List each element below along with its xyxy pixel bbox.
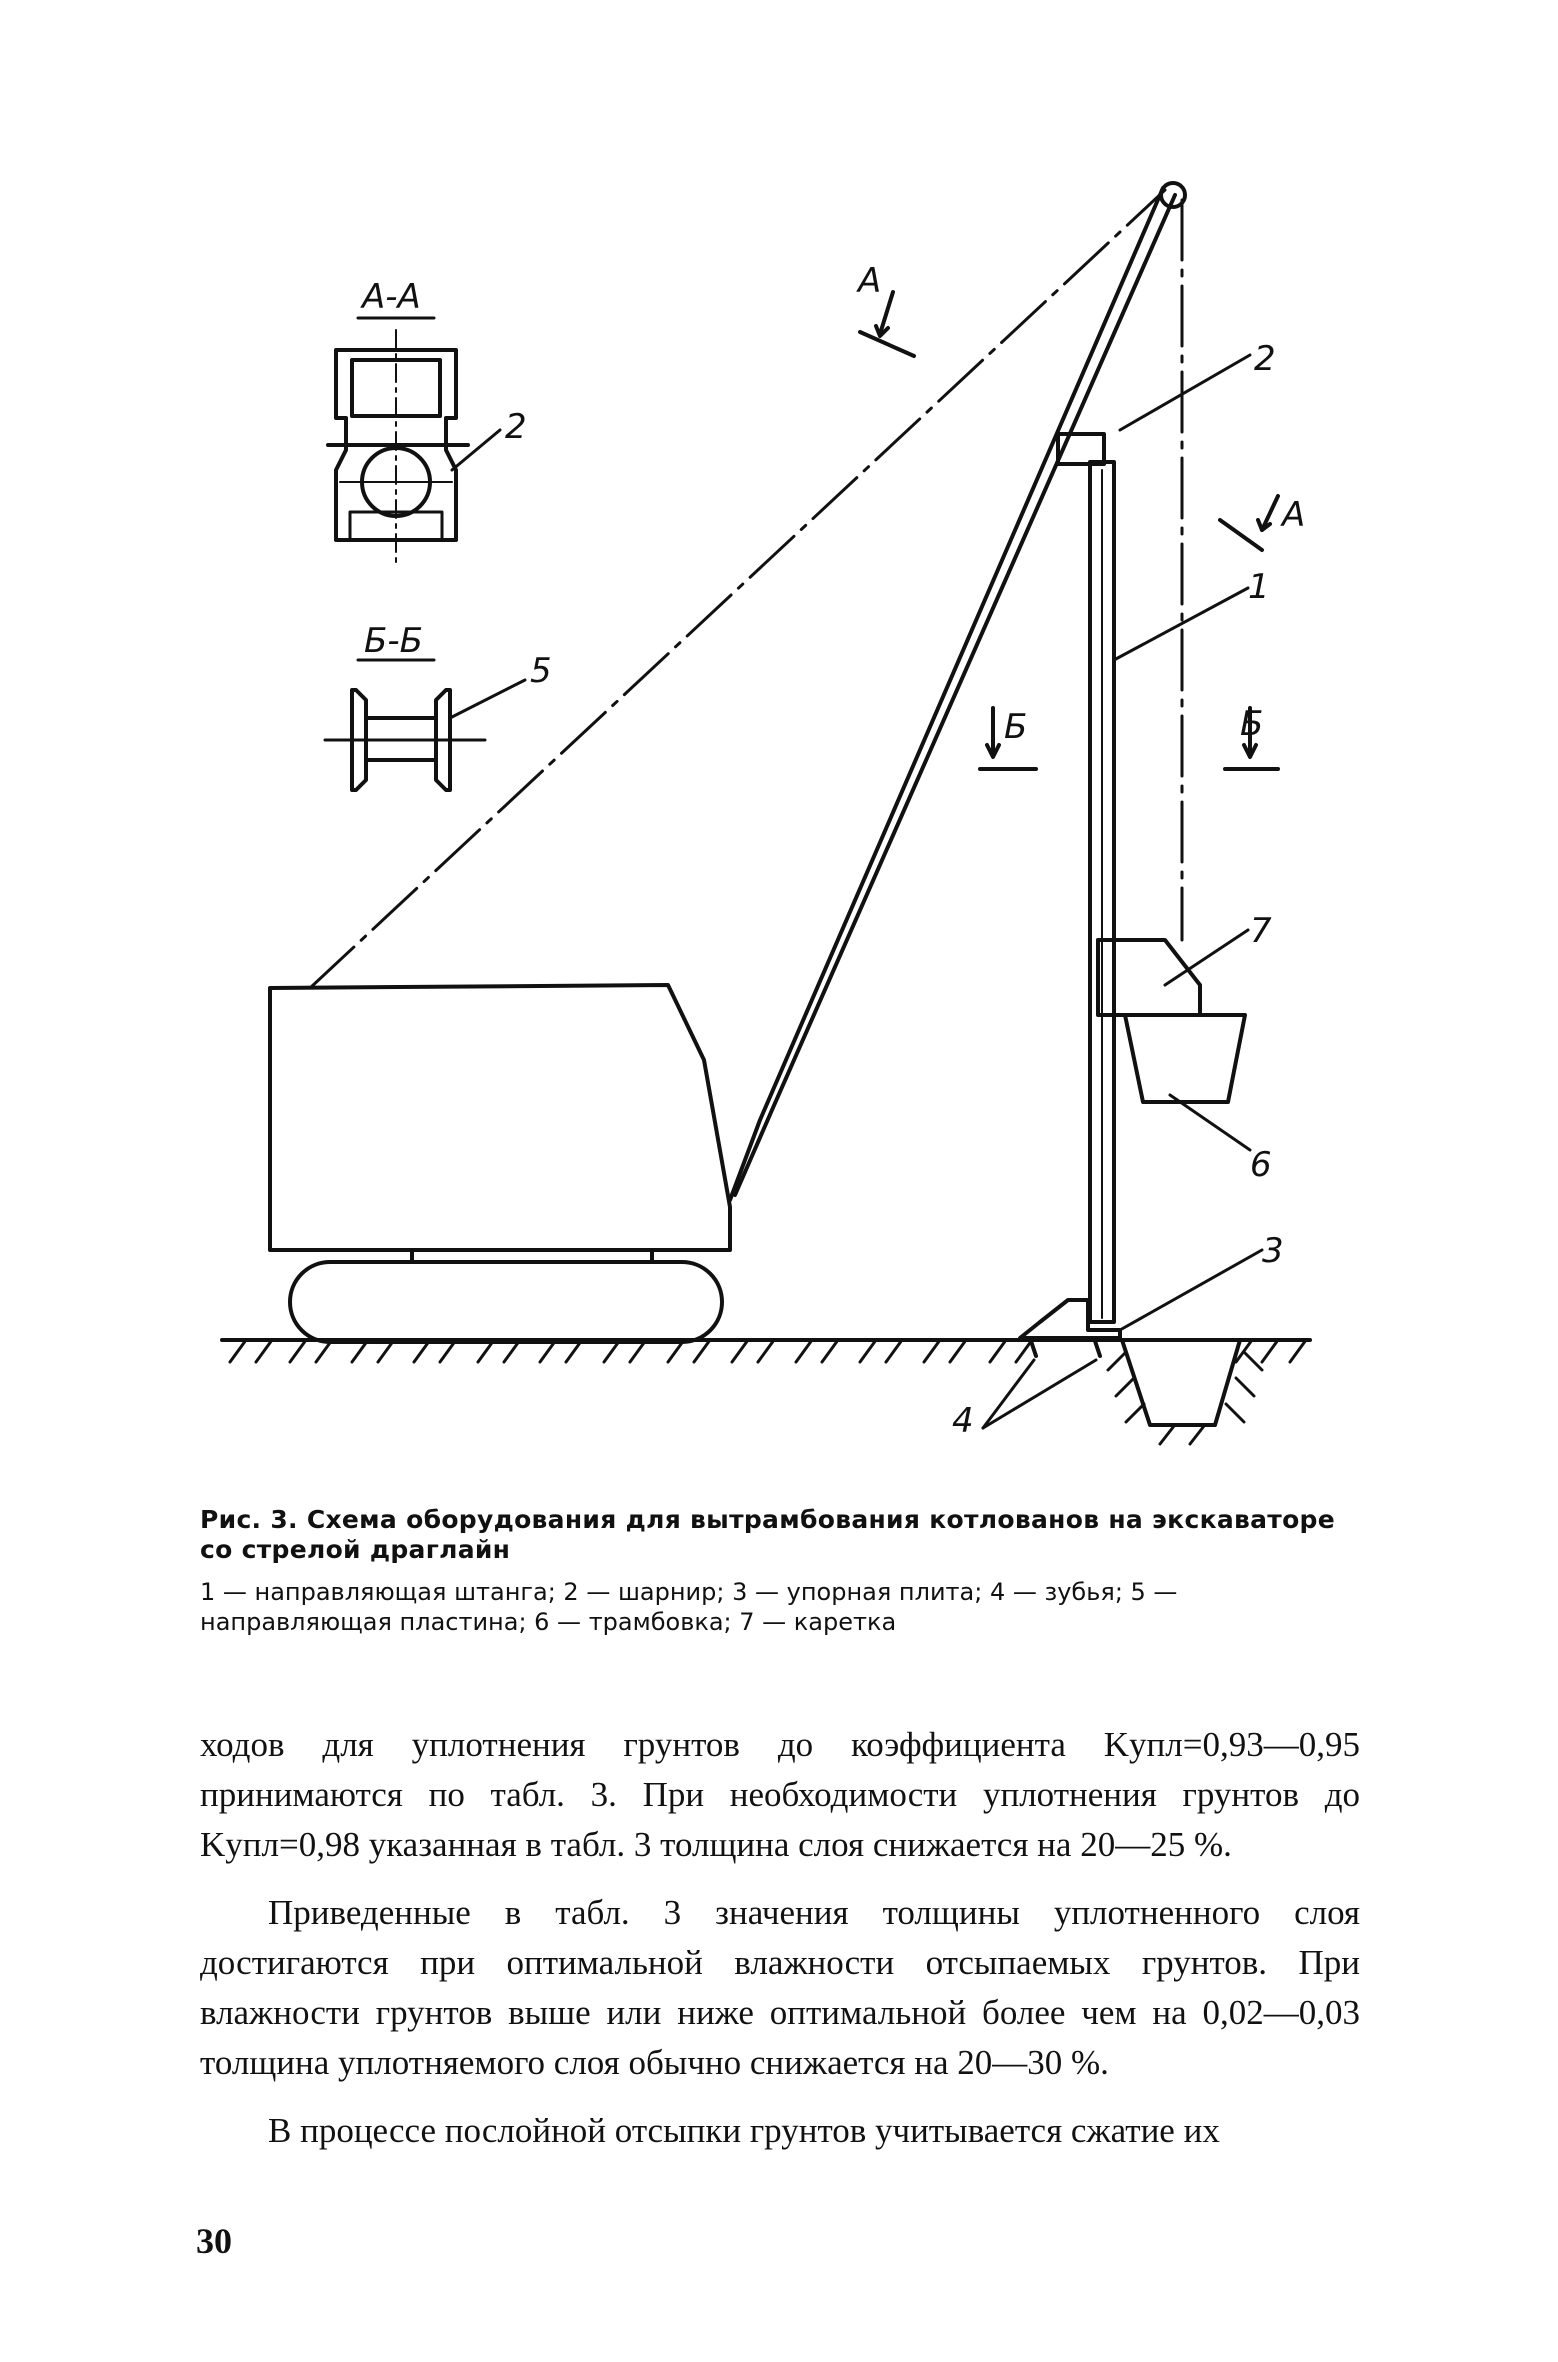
caption-legend: 1 — направляющая штанга; 2 — шарнир; 3 — упорная плита; 4 — зубья; 5 — направляющая пластина; 6 — трамбовка; 7 — каретка <box>200 1578 1178 1636</box>
paragraph-2: Приведенные в табл. 3 значения толщины уплотненного слоя достигаются при оптимальной влажности отсыпаемых грунтов. При влажности грунтов выше или ниже оптимальной более чем на 0,02—0,03 толщина уплотняемого слоя обычно снижается на 20—30 %. <box>200 1893 1360 2082</box>
cut-label-a-right: А <box>1282 495 1306 535</box>
leader-line-3 <box>1120 1250 1262 1330</box>
section-label-a-a: А-А <box>362 277 421 317</box>
label-2-section: 2 <box>505 407 527 447</box>
label-6: 6 <box>1250 1145 1272 1185</box>
paragraph-3: В процессе послойной отсыпки грунтов учитывается сжатие их <box>268 2111 1220 2150</box>
stop-plate <box>1020 1300 1120 1338</box>
label-1: 1 <box>1248 567 1270 607</box>
label-2: 2 <box>1254 339 1276 379</box>
section-label-b-b: Б-Б <box>364 621 423 661</box>
pit-outline <box>1122 1340 1240 1425</box>
section-a-a-drawing <box>328 318 500 565</box>
label-5: 5 <box>530 651 552 691</box>
caption-title: Рис. 3. Схема оборудования для вытрамбования котлованов на экскаваторе со стрелой драглайн <box>200 1505 1336 1564</box>
cut-label-a-top: А <box>858 261 882 301</box>
cut-label-b-right: Б <box>1240 704 1264 744</box>
label-3: 3 <box>1262 1231 1284 1271</box>
figure-caption <box>200 1505 1360 1637</box>
label-4: 4 <box>952 1401 974 1441</box>
section-b-b-drawing <box>325 660 525 790</box>
page-number: 30 <box>196 2221 232 2261</box>
leader-line-2 <box>1120 355 1250 430</box>
label-7: 7 <box>1250 911 1272 951</box>
cut-label-b-left: Б <box>1004 707 1028 747</box>
boom-rope <box>310 190 1165 988</box>
boom-upper-edge <box>735 195 1175 1195</box>
cut-mark-a-top <box>860 292 914 356</box>
body-text <box>200 1720 1360 2156</box>
excavator-cab <box>270 985 730 1250</box>
paragraph-1: ходов для уплотнения грунтов до коэффициента Kупл=0,93—0,95 принимаются по табл. 3. При необходимости уплотнения грунтов до Kупл=0,98 указанная в табл. 3 толщина слоя снижается на 20—25 %. <box>200 1725 1360 1864</box>
leader-line-4a <box>983 1360 1034 1428</box>
boom-lower-edge <box>730 188 1163 1200</box>
crawler-track <box>290 1262 722 1342</box>
leader-line-4b <box>983 1360 1096 1428</box>
cut-mark-a-right <box>1220 496 1278 550</box>
tamper <box>1125 1015 1245 1102</box>
